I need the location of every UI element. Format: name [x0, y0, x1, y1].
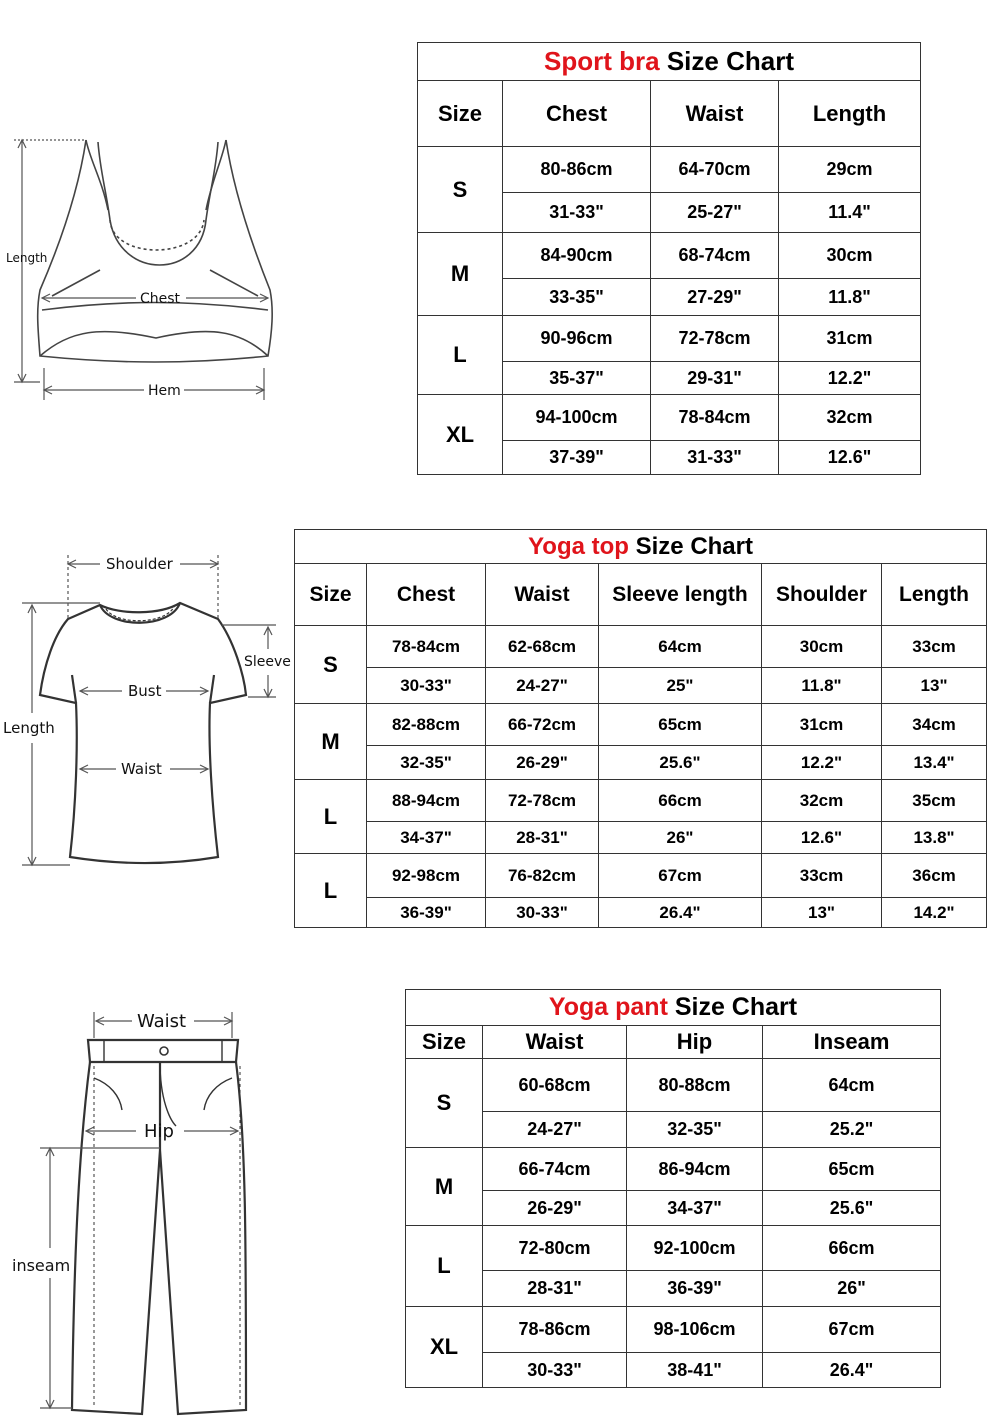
table-cell: 13.4" [882, 746, 987, 780]
table-cell: 66cm [763, 1226, 941, 1271]
table-cell: 30cm [779, 233, 921, 279]
table-cell: 67cm [599, 854, 762, 898]
sport-bra-diagram [0, 120, 300, 410]
bra-chest-label: Chest [140, 291, 181, 307]
table-cell: 31cm [762, 704, 882, 746]
col-header-size: Size [295, 564, 367, 626]
table-cell: 98-106cm [627, 1307, 763, 1353]
table-cell: 30-33" [367, 668, 486, 704]
table-cell: 11.8" [779, 279, 921, 316]
table-cell: 24-27" [486, 668, 599, 704]
table-cell: 62-68cm [486, 626, 599, 668]
table-row [406, 1191, 941, 1226]
table-cell: 78-84cm [367, 626, 486, 668]
col-header-waist: Waist [483, 1026, 627, 1059]
table-cell: 76-82cm [486, 854, 599, 898]
table-cell: 82-88cm [367, 704, 486, 746]
size-cell: M [295, 704, 367, 780]
table-cell: 88-94cm [367, 780, 486, 822]
table-row [418, 233, 921, 279]
bra-hem-label: Hem [148, 383, 181, 399]
table-cell: 29cm [779, 147, 921, 193]
col-header-chest: Chest [503, 81, 651, 147]
col-header-chest: Chest [367, 564, 486, 626]
table-cell: 34-37" [367, 822, 486, 854]
table-cell: 64cm [763, 1059, 941, 1112]
table-cell: 38-41" [627, 1353, 763, 1388]
size-cell: L [295, 780, 367, 854]
table-cell: 72-80cm [483, 1226, 627, 1271]
table-row [295, 746, 987, 780]
col-header-hip: Hip [627, 1026, 763, 1059]
size-cell: XL [406, 1307, 483, 1388]
table-cell: 26.4" [763, 1353, 941, 1388]
table-cell: 30-33" [483, 1353, 627, 1388]
table-row [295, 822, 987, 854]
table-row [418, 395, 921, 441]
table-row [406, 1307, 941, 1353]
table-cell: 80-86cm [503, 147, 651, 193]
table-cell: 37-39" [503, 441, 651, 475]
table-cell: 65cm [763, 1148, 941, 1191]
table-cell: 66-72cm [486, 704, 599, 746]
table-cell: 86-94cm [627, 1148, 763, 1191]
table-row [418, 147, 921, 193]
table-row [406, 1148, 941, 1191]
table-cell: 36-39" [627, 1271, 763, 1307]
top-waist-label: Waist [121, 760, 162, 778]
col-header-inseam: Inseam [763, 1026, 941, 1059]
table-cell: 33cm [762, 854, 882, 898]
pant-waist-label: Waist [137, 1011, 187, 1032]
table-row [406, 1059, 941, 1112]
table-cell: 34-37" [627, 1191, 763, 1226]
table-cell: 36cm [882, 854, 987, 898]
pant-inseam-label: inseam [12, 1256, 71, 1275]
table-cell: 26-29" [486, 746, 599, 780]
table-cell: 35-37" [503, 362, 651, 395]
table-cell: 66cm [599, 780, 762, 822]
top-bust-label: Bust [128, 682, 162, 700]
table-cell: 25.6" [599, 746, 762, 780]
table-cell: 32-35" [627, 1112, 763, 1148]
table-cell: 92-98cm [367, 854, 486, 898]
size-cell: L [406, 1226, 483, 1307]
table-cell: 24-27" [483, 1112, 627, 1148]
table-cell: 12.6" [779, 441, 921, 475]
table-cell: 25" [599, 668, 762, 704]
table-row [406, 1271, 941, 1307]
table-cell: 11.4" [779, 193, 921, 233]
table-cell: 14.2" [882, 898, 987, 928]
table-cell: 32cm [762, 780, 882, 822]
table-cell: 36-39" [367, 898, 486, 928]
table-cell: 28-31" [483, 1271, 627, 1307]
col-header-shoulder: Shoulder [762, 564, 882, 626]
table-cell: 64cm [599, 626, 762, 668]
table-cell: 34cm [882, 704, 987, 746]
pant-hip-label: Hip [144, 1121, 174, 1142]
col-header-waist: Waist [651, 81, 779, 147]
table-cell: 60-68cm [483, 1059, 627, 1112]
col-header-size: Size [406, 1026, 483, 1059]
yoga-top-size-table [294, 529, 987, 928]
table-cell: 25.2" [763, 1112, 941, 1148]
table-row [295, 854, 987, 898]
table-cell: 33-35" [503, 279, 651, 316]
col-header-waist: Waist [486, 564, 599, 626]
table-cell: 32cm [779, 395, 921, 441]
bra-length-label: Length [6, 251, 48, 265]
col-header-size: Size [418, 81, 503, 147]
size-cell: S [295, 626, 367, 704]
table-row [295, 704, 987, 746]
table-row [295, 780, 987, 822]
table-cell: 68-74cm [651, 233, 779, 279]
size-cell: L [418, 316, 503, 395]
table-cell: 31-33" [651, 441, 779, 475]
table-cell: 72-78cm [651, 316, 779, 362]
sport-bra-table-title: Sport bra Size Chart [418, 43, 921, 81]
table-cell: 26.4" [599, 898, 762, 928]
table-cell: 26-29" [483, 1191, 627, 1226]
table-row [295, 626, 987, 668]
table-cell: 78-84cm [651, 395, 779, 441]
table-cell: 65cm [599, 704, 762, 746]
table-cell: 33cm [882, 626, 987, 668]
table-cell: 27-29" [651, 279, 779, 316]
table-row [295, 898, 987, 928]
top-sleeve-label: Sleeve [244, 654, 291, 670]
table-cell: 67cm [763, 1307, 941, 1353]
col-header-length: Length [779, 81, 921, 147]
table-cell: 31cm [779, 316, 921, 362]
yoga-pant-size-table [405, 989, 941, 1388]
table-cell: 90-96cm [503, 316, 651, 362]
table-cell: 66-74cm [483, 1148, 627, 1191]
top-length-label: Length [3, 719, 55, 737]
col-header-length: Length [882, 564, 987, 626]
table-cell: 32-35" [367, 746, 486, 780]
table-cell: 26" [599, 822, 762, 854]
yoga-top-diagram [0, 545, 294, 875]
table-row [295, 668, 987, 704]
table-cell: 72-78cm [486, 780, 599, 822]
table-cell: 64-70cm [651, 147, 779, 193]
size-cell: L [295, 854, 367, 928]
size-cell: S [406, 1059, 483, 1148]
table-cell: 11.8" [762, 668, 882, 704]
table-row [406, 1226, 941, 1271]
table-cell: 80-88cm [627, 1059, 763, 1112]
table-cell: 29-31" [651, 362, 779, 395]
size-cell: S [418, 147, 503, 233]
top-shoulder-label: Shoulder [106, 555, 173, 573]
table-cell: 12.2" [762, 746, 882, 780]
table-cell: 31-33" [503, 193, 651, 233]
table-cell: 25-27" [651, 193, 779, 233]
table-row [406, 1112, 941, 1148]
table-cell: 35cm [882, 780, 987, 822]
table-cell: 13" [882, 668, 987, 704]
table-cell: 13.8" [882, 822, 987, 854]
table-cell: 25.6" [763, 1191, 941, 1226]
table-cell: 30cm [762, 626, 882, 668]
table-cell: 28-31" [486, 822, 599, 854]
table-cell: 78-86cm [483, 1307, 627, 1353]
yoga-pant-diagram [0, 1000, 300, 1426]
table-cell: 26" [763, 1271, 941, 1307]
size-cell: XL [418, 395, 503, 475]
table-cell: 13" [762, 898, 882, 928]
table-cell: 12.2" [779, 362, 921, 395]
table-cell: 94-100cm [503, 395, 651, 441]
table-cell: 30-33" [486, 898, 599, 928]
table-row [418, 316, 921, 362]
col-header-sleeve-length: Sleeve length [599, 564, 762, 626]
yoga-pant-table-title: Yoga pant Size Chart [406, 990, 941, 1026]
table-cell: 92-100cm [627, 1226, 763, 1271]
size-cell: M [418, 233, 503, 316]
yoga-top-table-title: Yoga top Size Chart [295, 530, 987, 564]
size-cell: M [406, 1148, 483, 1226]
table-cell: 12.6" [762, 822, 882, 854]
sport-bra-size-table [417, 42, 921, 475]
table-row [406, 1353, 941, 1388]
table-cell: 84-90cm [503, 233, 651, 279]
